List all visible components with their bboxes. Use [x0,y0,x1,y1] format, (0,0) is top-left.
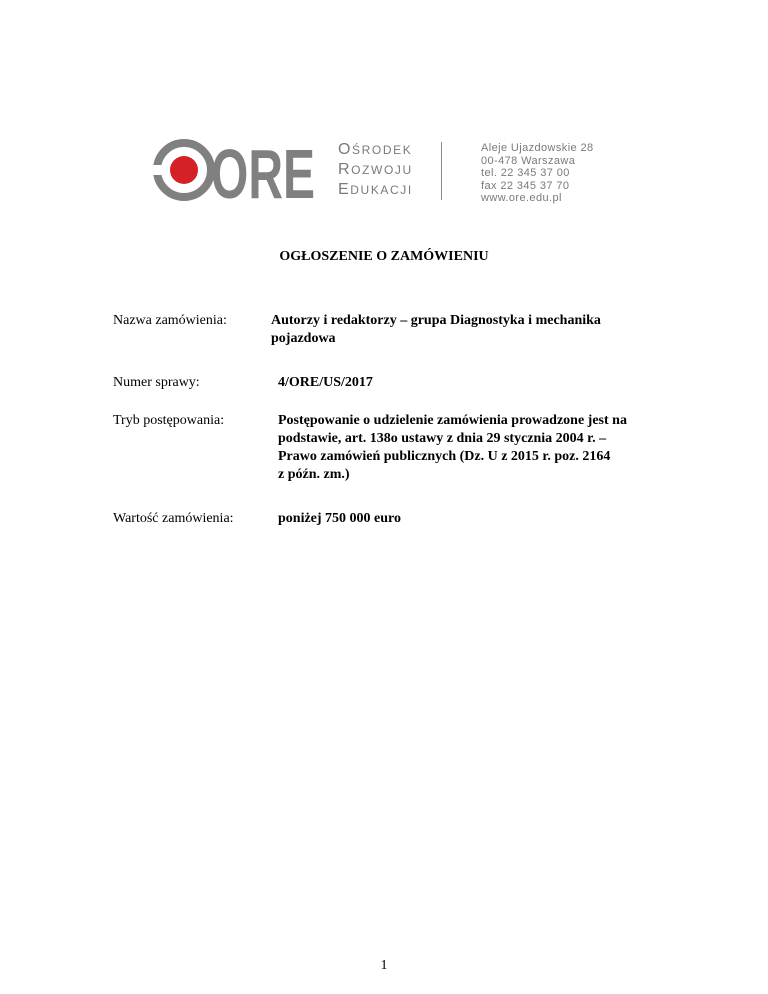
value-line: Postępowanie o udzielenie zamówienia prowadzone jest na [278,413,627,428]
header-divider [441,142,442,200]
org-name-line: ROZWOJU [338,161,413,178]
value-line: Prawo zamówień publicznych (Dz. U z 2015 r. poz. 2164 [278,449,611,464]
org-name-line: OŚRODEK [338,141,413,158]
value-line: poniżej 750 000 euro [278,511,402,526]
field-value-order-name [271,312,601,348]
field-label-order-value: Wartość zamówienia: [113,511,234,526]
org-name-line: EDUKACJI [338,181,413,198]
ore-logo [148,136,318,206]
field-label-procedure: Tryb postępowania: [113,413,225,428]
fax-line: fax 22 345 37 70 [481,179,570,192]
value-line: z późn. zm.) [278,467,350,482]
value-line: podstawie, art. 138o ustawy z dnia 29 stycznia 2004 r. – [278,431,607,446]
field-value-procedure [278,412,627,484]
value-line: pojazdowa [271,331,336,346]
website-link[interactable]: www.ore.edu.pl [481,192,562,204]
logo-text: ORE [211,136,315,206]
value-line: Autorzy i redaktorzy – grupa Diagnostyka i mechanika [271,313,601,328]
address-line: 00-478 Warszawa [481,154,576,167]
value-line: 4/ORE/US/2017 [278,375,373,390]
page-number: 1 [380,958,388,973]
field-label-order-name: Nazwa zamówienia: [113,313,227,328]
field-label-case-number: Numer sprawy: [113,375,200,390]
org-name [338,140,413,200]
field-value-order-value [278,510,401,528]
letterhead [148,136,608,206]
field-value-case-number [278,374,373,392]
address-block [481,142,594,205]
document-title: OGŁOSZENIE O ZAMÓWIENIU [279,249,489,264]
phone-line: tel. 22 345 37 00 [481,167,570,179]
address-line: Aleje Ujazdowskie 28 [481,142,594,154]
